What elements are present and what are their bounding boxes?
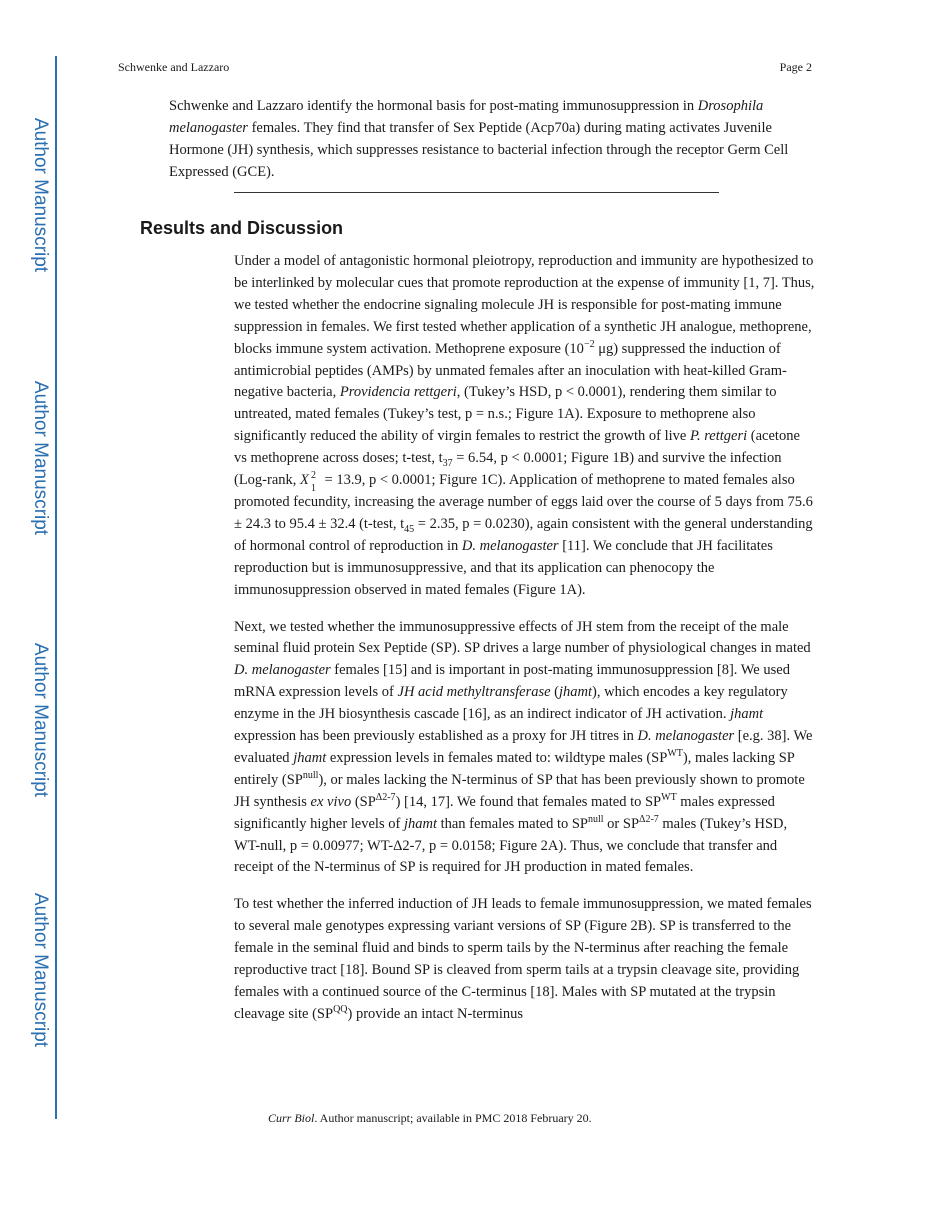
running-header-authors: Schwenke and Lazzaro [118,60,230,74]
chi-square-symbol: X 2 1 [300,470,317,495]
paragraph-2: Next, we tested whether the immunosuppressive effects of JH stem from the receipt of the male seminal fluid protein Sex Peptide (SP). SP drives a large number of physiological changes in mated D. melanogaster females [15] and is important in post-mating immunosuppression [8]. We used mRNA expression levels of JH acid methyltransferase (jhamt), which encodes a key regulatory enzyme in the JH biosynthesis cascade [16], as an indirect indicator of JH activation. jhamt expression has been previously established as a proxy for JH titres in D. melanogaster [e.g. 38]. We evaluated jhamt expression levels in females mated to: wildtype males $(SP^{WT})$, males lacking SP entirely $(SP^{null})$, or males lacking the N-terminus of SP that has been previously shown to promote JH synthesis ex vivo $(SP^{\Delta 2-7})$ [14, 17]. We found that females mated to $SP^{WT}$ males expressed significantly higher levels of jhamt than females mated to $SP^{null}$ or $SP^{\Delta 2-7}$ males (Tukey’s HSD, WT-null, p = 0.00977; WT-Δ2-7, p = 0.0158; Figure 2A). Thus, we conclude that transfer and receipt of the N-terminus of SP is required for JH production in mated females. [234,618,813,876]
margin-line [55,56,57,1119]
summary-paragraph: Schwenke and Lazzaro identify the hormonal basis for post-mating immunosuppression in Drosophila melanogaster females. They find that transfer of Sex Peptide (Acp70a) during mating activates Juvenile Hormone (JH) synthesis, which suppresses resistance to bacterial infection through the receptor Germ Cell Expressed (GCE). [169,98,789,180]
summary-divider [234,192,719,193]
section-heading: Results and Discussion [140,218,344,238]
footer-citation: Curr Biol. Author manuscript; available in PMC 2018 February 20. [268,1111,592,1125]
page-number: Page 2 [779,60,812,74]
paragraph-3: To test whether the inferred induction of JH leads to female immunosuppression, we mated females to several male genotypes expressing variant versions of SP (Figure 2B). SP is transferred to the female in the seminal fluid and binds to sperm tails by the N-terminus after reaching the female reproductive tract [18]. Bound SP is cleaved from sperm tails at a trypsin cleavage site, providing females with a continued source of the C-terminus [18]. Males with SP mutated at the trypsin cleavage site $(SP^{QQ})$ provide an intact N-terminus [234,896,812,1022]
body-text [234,251,816,1041]
paragraph-1: Under a model of antagonistic hormonal pleiotropy, reproduction and immunity are hypothesized to be interlinked by molecular cues that promote reproduction at the expense of immunity [1, 7]. Thus, we tested whether the endocrine signaling molecule JH is responsible for post-mating immune suppression in females. We first tested whether application of a synthetic JH analogue, methoprene, blocks immune system activation. Methoprene exposure ($10^{-2}$ μg) suppressed the induction of antimicrobial peptides (AMPs) by unmated females after an inoculation with heat-killed Gram-negative bacteria, Providencia rettgeri, (Tukey’s HSD, p < 0.0001), rendering them similar to untreated, mated females (Tukey’s test, p = n.s.; Figure 1A). Exposure to methoprene also significantly reduced the ability of virgin females to restrict the growth of live P. rettgeri (acetone vs methoprene across doses; t-test, $t_{37} = 6.54$, p < 0.0001; Figure 1B) and survive the infection (Log-rank, X 2 1 = 13.9, p < 0.0001; Figure 1C). Application of methoprene to mated females also promoted fecundity, increasing the average number of eggs laid over the course of 5 days from 75.6 ± 24.3 to 95.4 ± 32.4 (t-test, $t_{45} = 2.35$, p = 0.0230), again consistent with the general understanding of hormonal control of reproduction in D. melanogaster [11]. We conclude that JH facilitates reproduction but is immunosuppressive, and that its application can phenocopy the immunosuppression observed in mated females (Figure 1A). [234,253,815,598]
